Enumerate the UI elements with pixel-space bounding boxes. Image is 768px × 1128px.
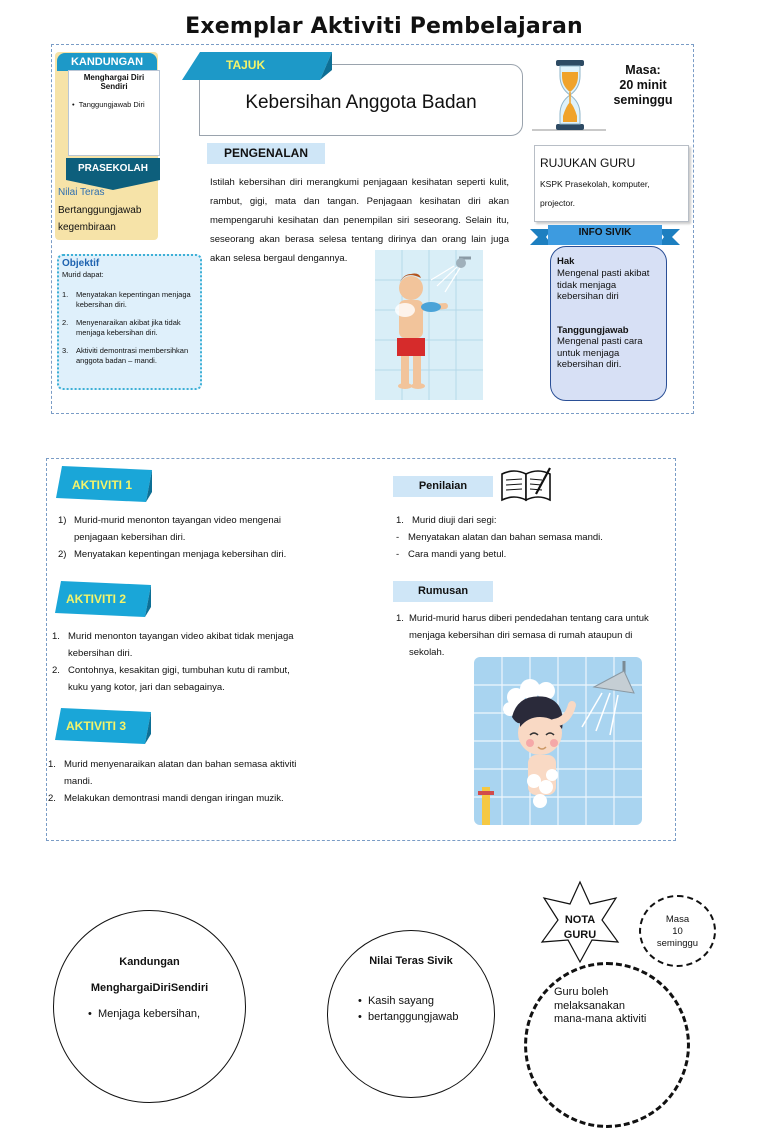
aktiviti-1-list [58,512,320,563]
list-item: 2) Menyatakan kepentingan menjaga kebersihan diri. [58,549,287,560]
bottom-kandungan-sub: MenghargaiDiriSendiri [90,982,209,994]
bottom-masa-text: Masa 10 seminggu [656,914,699,949]
guru-note-text: Guru boleh melaksanakan mana-mana aktiviti [554,986,647,1025]
rumusan-heading: Rumusan [393,581,493,602]
list-item: 2. Menyenaraikan akibat jika tidak menjaga kebersihan diri. [62,318,181,337]
list-item: 1. Murid menonton tayangan video akibat tidak menjaga kebersihan diri. [52,631,294,659]
bottom-kandungan-title: Kandungan [119,956,180,968]
hak-title: Hak [557,256,575,267]
rujukan-heading: RUJUKAN GURU [540,156,636,170]
kandungan-heading: KANDUNGAN [57,53,157,71]
list-item: - Cara mandi yang betul. [396,549,507,560]
list-item: 1. Menyatakan kepentingan menjaga kebersihan diri. [62,290,191,309]
penilaian-list [396,512,666,563]
nilai-teras-values: Bertanggungjawab kegembiraan [58,205,142,233]
list-item: 1. Murid-murid harus diberi pendedahan tentang cara untuk menjaga kebersihan diri semasa di rumah ataupun di sekolah. [396,613,649,658]
aktiviti-2-list [52,628,322,696]
open-book-icon [500,466,552,504]
aktiviti-3-label: AKTIVITI 3 [66,719,127,733]
pengenalan-heading: PENGENALAN [207,143,325,164]
shower-boy-illustration [375,250,483,400]
masa-text: Masa: 20 minit seminggu [613,63,673,107]
nilai-teras-label: Nilai Teras [58,187,105,198]
tanggungjawab-text: Mengenal pasti cara untuk menjaga kebersihan diri. [557,336,643,370]
tanggungjawab-title: Tanggungjawab [557,325,629,336]
kandungan-card-item: • Tanggungjawab Diri [72,100,145,109]
objektif-title: Objektif [62,258,100,269]
list-item: 2. Melakukan demontrasi mandi dengan iringan muzik. [48,793,284,804]
list-item: 2. Contohnya, kesakitan gigi, tumbuhan kutu di rambut, kuku yang kotor, jari dan sebagainya. [52,665,290,693]
info-sivik-label: INFO SIVIK [578,227,632,238]
list-item: • bertanggungjawab [358,1011,459,1023]
list-item: - Menyatakan alatan dan bahan semasa mandi. [396,532,603,543]
objektif-subtitle: Murid dapat: [62,270,104,279]
objektif-list [62,290,200,374]
rumusan-list [396,610,666,661]
bottom-nilai-title: Nilai Teras Sivik [369,955,453,967]
list-item: 1) Murid-murid menonton tayangan video mengenai penjagaan kebersihan diri. [58,515,282,543]
bottom-nilai-list [358,993,488,1025]
bottom-kandungan-item: • Menjaga kebersihan, [88,1008,201,1020]
pengenalan-body: Istilah kebersihan diri merangkumi penjagaan kesihatan seperti kulit, rambut, gigi, mata dan tangan. Penjagaan kesihatan diri akan mempengaruhi kesihatan dan penempilan siri seseorang. Selain itu, seseorang akan berasa selesa tentang dirinya dan orang lain juga akan selesa bergaul dengannya. [210,177,509,264]
page-title: Exemplar Aktiviti Pembelajaran [185,14,583,39]
aktiviti-1-label: AKTIVITI 1 [72,478,133,492]
kandungan-circle [53,910,246,1103]
hak-text: Mengenal pasti akibat tidak menjaga kebersihan diri [557,268,650,302]
aktiviti-3-list [48,756,318,807]
list-item: 3. Aktiviti demontrasi membersihkan anggota badan – mandi. [62,346,189,365]
hourglass-icon [532,58,606,134]
list-item: 1. Murid menyenaraikan alatan dan bahan semasa aktiviti mandi. [48,759,297,787]
aktiviti-2-label: AKTIVITI 2 [66,592,127,606]
list-item: 1. Murid diuji dari segi: [396,515,497,526]
list-item: • Kasih sayang [358,995,435,1007]
rujukan-body: KSPK Prasekolah, komputer, projector. [540,179,650,208]
penilaian-heading: Penilaian [393,476,493,497]
tajuk-label: TAJUK [226,58,266,72]
shower-child-illustration [474,657,642,825]
tajuk-title: Kebersihan Anggota Badan [245,92,477,113]
level-ribbon: PRASEKOLAH [66,158,160,180]
kandungan-card-title: Menghargai Diri Sendiri [83,73,145,91]
nota-guru-label: NOTA GURU [563,914,597,941]
